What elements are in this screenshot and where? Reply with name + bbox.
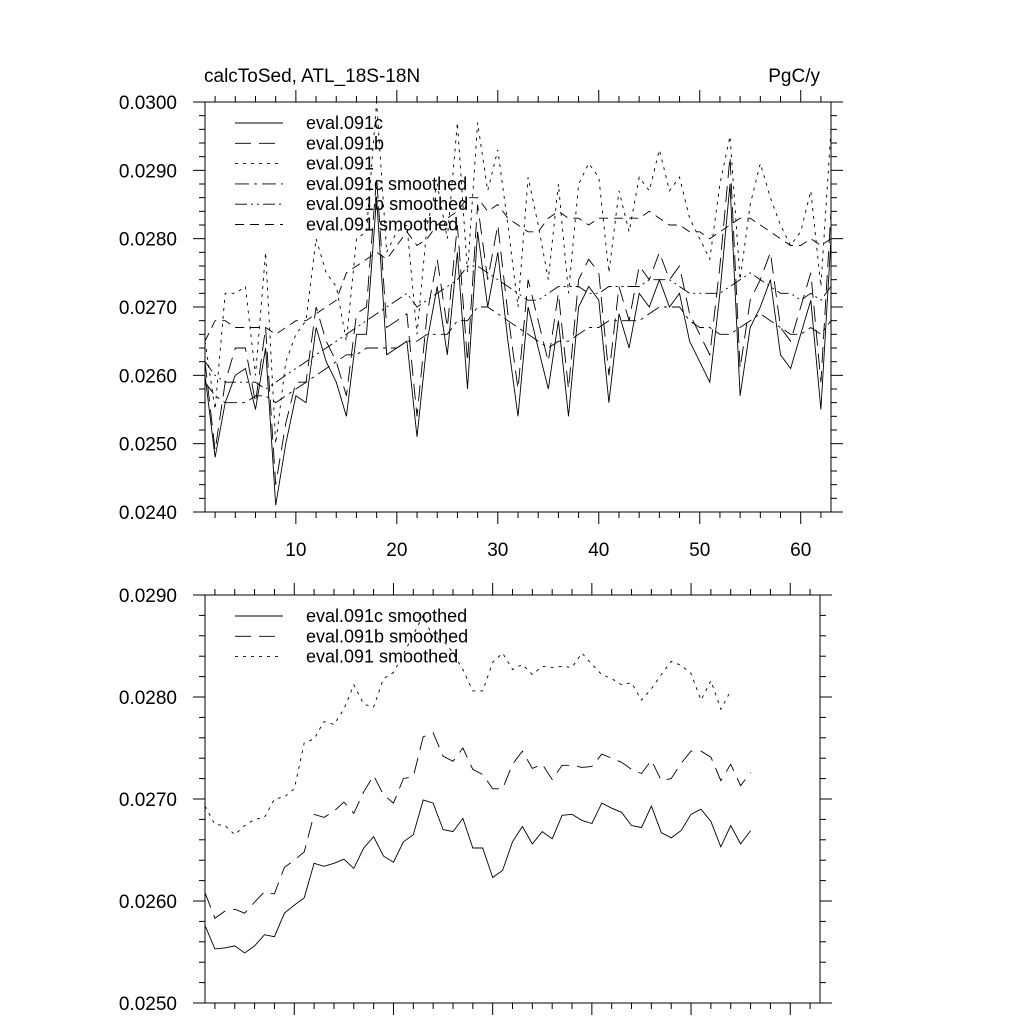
x-tick-label: 60 bbox=[790, 540, 812, 561]
y-tick-label: 0.0270 bbox=[118, 298, 177, 319]
x-tick-label: 20 bbox=[386, 540, 408, 561]
legend-label: eval.091c smoothed bbox=[306, 606, 468, 626]
x-tick-label: 30 bbox=[487, 540, 509, 561]
series-line-eval-091b bbox=[205, 157, 831, 485]
x-tick-label: 40 bbox=[588, 540, 610, 561]
y-tick-label: 0.0300 bbox=[118, 93, 177, 114]
y-tick-label: 0.0280 bbox=[118, 229, 177, 251]
top-panel-title: calcToSed, ATL_18S-18N bbox=[204, 66, 421, 87]
series-line-eval-091c-smoothed bbox=[205, 307, 831, 403]
legend-label: eval.091 bbox=[306, 153, 375, 174]
legend-label: eval.091c smoothed bbox=[306, 173, 468, 194]
y-tick-label: 0.0290 bbox=[118, 161, 177, 183]
x-tick-label: 50 bbox=[689, 540, 711, 561]
legend-label: eval.091 smoothed bbox=[306, 646, 459, 667]
plot-frame bbox=[205, 595, 820, 1003]
top-panel bbox=[119, 66, 843, 561]
bottom-panel bbox=[119, 583, 832, 1015]
y-tick-label: 0.0270 bbox=[118, 790, 177, 811]
series-line-eval-091-smoothed bbox=[205, 615, 731, 834]
y-tick-label: 0.0250 bbox=[118, 994, 177, 1015]
y-tick-label: 0.0260 bbox=[118, 366, 177, 388]
legend-label: eval.091 smoothed bbox=[306, 214, 459, 235]
top-panel-units: PgC/y bbox=[768, 66, 820, 87]
series-line-eval-091c-smoothed bbox=[205, 800, 751, 953]
legend-label: eval.091c bbox=[306, 113, 384, 133]
series-line-eval-091b-smoothed bbox=[205, 733, 751, 919]
legend-label: eval.091b smoothed bbox=[306, 626, 469, 647]
legend-label: eval.091b smoothed bbox=[306, 194, 469, 215]
y-tick-label: 0.0290 bbox=[118, 586, 177, 607]
y-tick-label: 0.0250 bbox=[118, 434, 177, 456]
legend-label: eval.091b bbox=[306, 133, 385, 154]
y-tick-label: 0.0280 bbox=[118, 688, 177, 709]
series-line-eval-091-smoothed bbox=[205, 198, 831, 342]
y-tick-label: 0.0240 bbox=[118, 503, 177, 524]
x-tick-label: 10 bbox=[285, 540, 307, 561]
y-tick-label: 0.0260 bbox=[118, 892, 177, 913]
series-line-eval-091 bbox=[205, 102, 831, 444]
series-line-eval-091c bbox=[205, 184, 831, 505]
